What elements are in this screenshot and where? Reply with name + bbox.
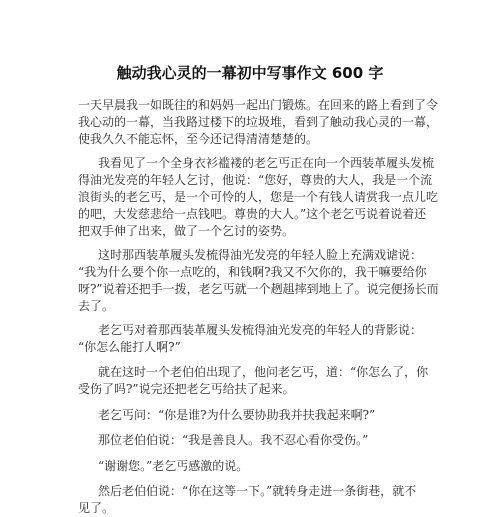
paragraph-line: 就在这时一个老伯伯出现了，他问老乞丐，道：“你怎么了，你 (98, 365, 429, 379)
paragraph-3 (78, 247, 439, 315)
paragraph-line: 呀?”说着还把手一拨，老乞丐就一个趔趄摔到地上了。说完便扬长而 (78, 282, 439, 296)
paragraph-1 (78, 97, 438, 148)
article-title: 触动我心灵的一幕初中写事作文 600 字 (116, 64, 384, 82)
paragraph-2 (78, 155, 438, 240)
paragraph-line: 一天早晨我一如既往的和妈妈一起出门锻炼。在回来的路上看到了令 (78, 98, 439, 112)
paragraph-9 (78, 483, 416, 517)
paragraph-4 (78, 322, 422, 356)
paragraph-5 (78, 364, 428, 398)
paragraph-8 (98, 458, 248, 475)
paragraph-line: 这时那西装革履头发梳得油光发亮的年轻人脸上充满戏谑说： (98, 248, 423, 262)
paragraph-line: 受伤了吗?”说完还把老乞丐给扶了起来。 (78, 382, 295, 396)
paragraph-line: 得油光发亮的年轻人乞讨，他说：“您好，尊贵的大人，我是一个流 (78, 173, 433, 187)
paragraph-line: 老乞丐问：“你是谁?为什么要协助我并扶我起来啊?” (98, 408, 376, 422)
paragraph-line: “谢谢您。”老乞丐感激的说。 (98, 459, 249, 473)
paragraph-6 (98, 407, 375, 424)
paragraph-7 (98, 432, 368, 449)
paragraph-line: 见了。 (78, 501, 115, 515)
paragraph-line: 老乞丐对着那西装革履头发梳得油光发亮的年轻人的背影说： (98, 323, 423, 337)
paragraph-line: 把双手伸了出来，做了一个乞讨的姿势。 (78, 224, 295, 238)
paragraph-line: “你怎么能打人啊?” (78, 340, 181, 354)
paragraph-line: 去了。 (78, 299, 115, 313)
paragraph-line: 我心动的一幕，当我路过楼下的垃圾堆，看到了触动我心灵的一幕， (78, 115, 439, 129)
paragraph-line: 那位老伯伯说：“我是善良人。我不忍心看你受伤。” (98, 433, 369, 447)
paragraph-line: 浪街头的老乞丐，是一个可怜的人，您是一个有钱人请赏我一点儿吃 (78, 190, 439, 204)
paragraph-line: 然后老伯伯说：“你在这等一下。”就转身走进一条街巷，就不 (98, 484, 417, 498)
paragraph-line: 的吧，大发慈悲给一点钱吧。尊贵的大人。”这个老乞丐说着说着还 (78, 207, 427, 221)
paragraph-line: “我为什么要个你一点吃的，和钱啊?我又不欠你的，我干嘛要给你 (78, 265, 427, 279)
paragraph-line: 我看见了一个全身衣衫褴褛的老乞丐正在向一个西装革履头发梳 (98, 156, 435, 170)
paragraph-line: 使我久久不能忘怀，至今还记得清清楚楚的。 (78, 132, 319, 146)
